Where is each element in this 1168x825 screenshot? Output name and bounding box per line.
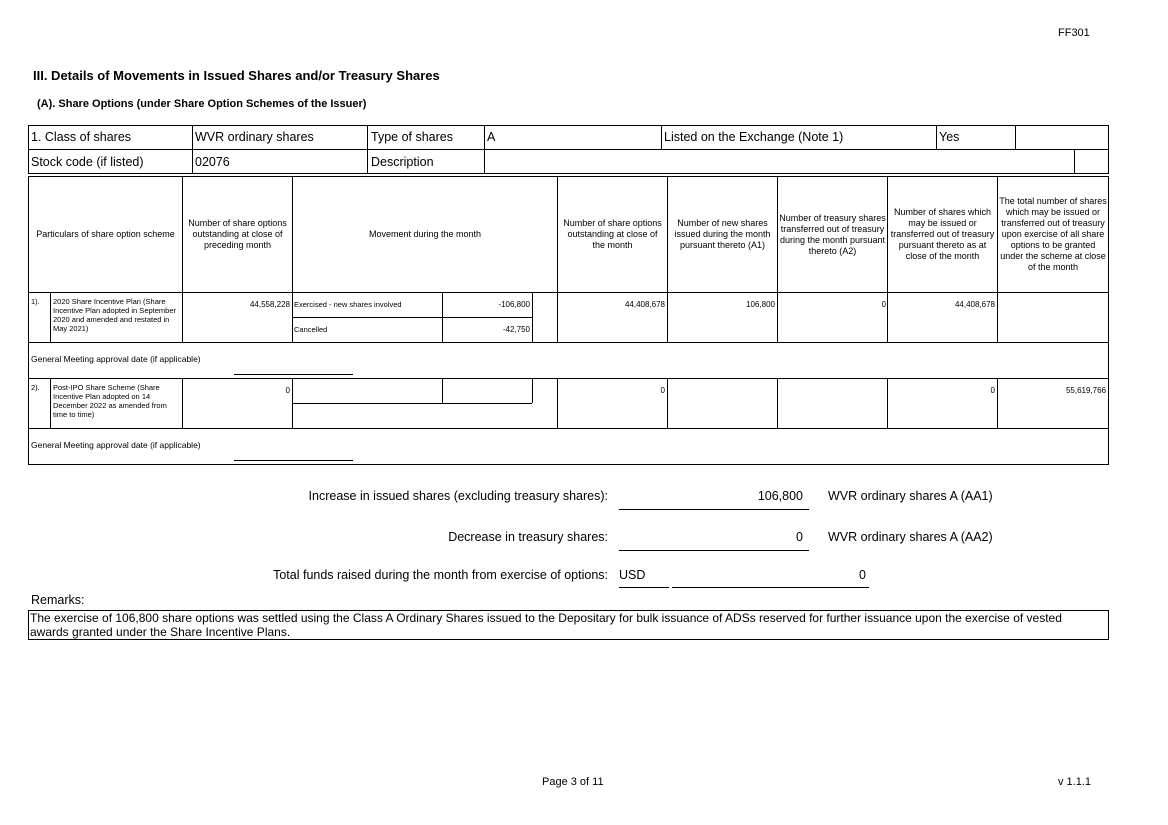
row-divider <box>28 378 1109 379</box>
header-outstanding-close: Number of share options outstanding at close of the month <box>563 218 662 250</box>
info-divider <box>936 125 937 149</box>
info-divider <box>484 125 485 174</box>
row-divider <box>28 342 1109 343</box>
col-divider <box>532 378 533 403</box>
col-divider <box>557 176 558 342</box>
increase-unit: WVR ordinary shares A (AA1) <box>828 489 993 503</box>
version: v 1.1.1 <box>1058 776 1092 788</box>
description-label: Description <box>371 155 434 169</box>
scheme1-movement2-label: Cancelled <box>294 325 328 334</box>
col-divider <box>182 378 183 428</box>
stock-code-value: 02076 <box>195 155 230 169</box>
col-divider <box>997 378 998 428</box>
decrease-unit: WVR ordinary shares A (AA2) <box>828 530 993 544</box>
header-total-number: The total number of shares which may be issued or transferred out of treasury upon exercise of all share options to be granted under the scheme at close of the month <box>999 196 1107 272</box>
row-divider <box>292 317 532 318</box>
decrease-underline <box>619 550 809 551</box>
header-may-be-issued: Number of shares which may be issued or transferred out of treasury pursuant thereto as at close of the month <box>890 207 995 261</box>
scheme1-may-be-issued: 44,408,678 <box>954 300 995 309</box>
scheme1-outstanding-close: 44,408,678 <box>624 300 665 309</box>
scheme2-name: Post-IPO Share Scheme (Share Incentive Plan adopted on 14 December 2022 as amended from time to time) <box>53 383 167 419</box>
funds-underline <box>672 587 869 588</box>
decrease-label: Decrease in treasury shares: <box>448 530 608 544</box>
header-particulars: Particulars of share option scheme <box>36 229 175 239</box>
row-divider <box>28 428 1109 429</box>
type-of-shares-label: Type of shares <box>371 130 453 144</box>
row-divider <box>28 292 1109 293</box>
scheme2-may-be-issued: 0 <box>990 386 995 395</box>
remarks-label: Remarks: <box>31 593 85 607</box>
type-of-shares-value: A <box>487 130 496 144</box>
increase-underline <box>619 509 809 510</box>
col-divider <box>557 378 558 428</box>
col-divider <box>887 378 888 428</box>
remarks-text: The exercise of 106,800 share options was settled using the Class A Ordinary Shares issued to the Depositary for bulk issuance of ADSs reserved for further issuance upon the exercise of vested awards granted under the Share Incentive Plans. <box>30 611 1062 639</box>
col-divider <box>50 292 51 342</box>
scheme2-index: 2). <box>31 383 40 392</box>
decrease-value: 0 <box>796 530 803 544</box>
header-new-shares: Number of new shares issued during the month pursuant thereto (A1) <box>674 218 771 250</box>
funds-currency: USD <box>619 568 646 582</box>
stock-code-label: Stock code (if listed) <box>31 155 144 169</box>
scheme2-outstanding-prev: 0 <box>285 386 290 395</box>
funds-currency-underline <box>619 587 669 588</box>
gm-approval-line-2[interactable] <box>234 460 353 461</box>
info-row-divider <box>28 149 1109 150</box>
info-divider <box>1015 125 1016 149</box>
funds-label: Total funds raised during the month from exercise of options: <box>273 568 608 582</box>
page-number: Page 3 of 11 <box>542 776 604 788</box>
scheme1-movement1-value: -106,800 <box>498 300 530 309</box>
scheme1-index: 1). <box>31 297 40 306</box>
funds-value: 0 <box>859 568 866 582</box>
listed-label: Listed on the Exchange (Note 1) <box>664 130 844 144</box>
gm-approval-label-2: General Meeting approval date (if applicable) <box>31 440 201 450</box>
col-divider <box>532 292 533 342</box>
header-movement: Movement during the month <box>368 229 482 239</box>
increase-value: 106,800 <box>757 489 803 503</box>
gm-approval-label-1: General Meeting approval date (if applicable) <box>31 354 201 364</box>
listed-value: Yes <box>939 130 960 144</box>
scheme1-name: 2020 Share Incentive Plan (Share Incentive Plan adopted in September 2020 and amended and restated in May 2021) <box>53 297 176 333</box>
header-treasury: Number of treasury shares transferred out of treasury during the month pursuant thereto (A2) <box>779 212 886 256</box>
col-divider <box>50 378 51 428</box>
scheme1-treasury: 0 <box>881 300 886 309</box>
scheme1-movement1-label: Exercised - new shares involved <box>294 300 402 309</box>
col-divider <box>442 292 443 342</box>
sub-title: (A). Share Options (under Share Option Schemes of the Issuer) <box>37 98 367 110</box>
scheme2-total-number: 55,619,766 <box>1065 386 1106 395</box>
scheme1-new-shares: 106,800 <box>746 300 775 309</box>
info-divider <box>1074 149 1075 174</box>
row-divider <box>292 403 532 404</box>
form-code: FF301 <box>1058 27 1090 39</box>
scheme1-movement2-value: -42,750 <box>502 325 530 334</box>
section-title: III. Details of Movements in Issued Shares and/or Treasury Shares <box>33 68 440 83</box>
header-outstanding-prev: Number of share options outstanding at close of preceding month <box>188 218 287 250</box>
class-of-shares-value: WVR ordinary shares <box>195 130 314 144</box>
scheme2-outstanding-close: 0 <box>660 386 665 395</box>
col-divider <box>667 378 668 428</box>
scheme1-outstanding-prev: 44,558,228 <box>249 300 290 309</box>
info-divider <box>661 125 662 149</box>
class-of-shares-label: 1. Class of shares <box>31 130 132 144</box>
col-divider <box>442 378 443 403</box>
col-divider <box>292 378 293 428</box>
increase-label: Increase in issued shares (excluding treasury shares): <box>308 489 608 503</box>
gm-approval-line-1[interactable] <box>234 374 353 375</box>
info-divider <box>367 125 368 174</box>
col-divider <box>777 378 778 428</box>
info-divider <box>192 125 193 174</box>
